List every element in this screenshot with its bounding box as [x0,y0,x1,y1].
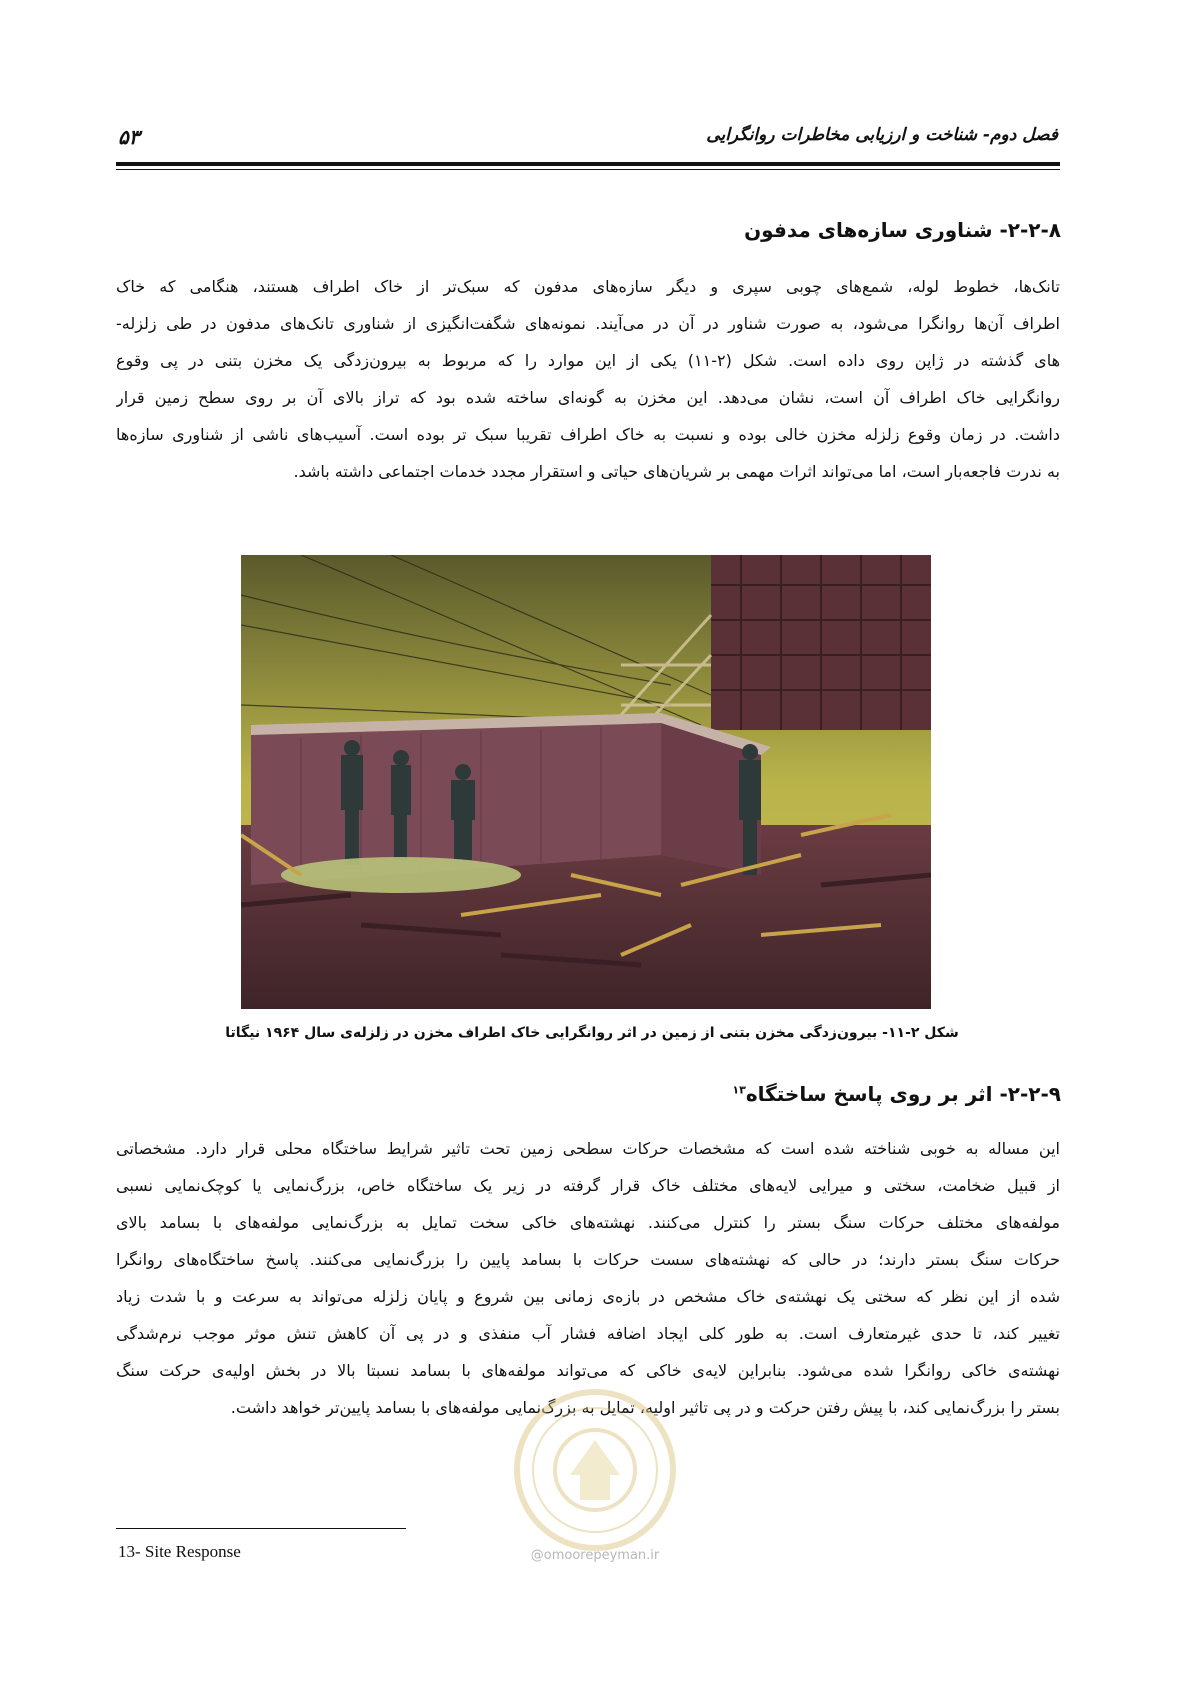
paragraph-line: نهشته‌ی خاکی روانگرا شده می‌شود. بنابراین لایه‌ی خاکی که می‌تواند مولفه‌های با بسامد نسبتا بالا در بخش اولیه‌ی حرکت سنگ [116,1361,1060,1380]
paragraph-line: اطراف آن‌ها روانگرا می‌شود، به صورت شناور در آن در می‌آیند. نمونه‌های شگفت‌انگیزی از شناوری تانک‌های مدفون در طی زلزله- [116,314,1060,333]
paragraph-line: حرکات سنگ بستر دارند؛ در حالی که نهشته‌های سست حرکات با بسامد پایین را بزرگ‌نمایی می‌کنند. پاسخ ساختگاه‌های روانگرا [116,1250,1060,1269]
section-heading-site-response [732,1082,1061,1106]
running-title: فصل دوم- شناخت و ارزیابی مخاطرات روانگرایی [706,125,1058,145]
paragraph-buried-structures [116,268,1060,490]
page-number: ۵۳ [118,125,140,149]
paragraph-line: از قبیل ضخامت، سختی و میرایی لایه‌های مختلف خاک قرار گرفته در زیر یک ساختگاه خاص، بزرگ‌نمایی یا کوچک‌نمایی نسبی [116,1176,1060,1195]
header-rule-thick [116,162,1060,166]
figure-photo-uplifted-tank [241,555,931,1009]
watermark-text: @omoorepeyman.ir [530,1548,660,1563]
watermark-seal-icon [495,1380,695,1560]
figure-caption: شکل ۲-۱۱- بیرون‌زدگی مخزن بتنی از زمین در اثر روانگرایی خاک اطراف مخزن در زلزله‌ی سال ۱۹۶۴ نیگاتا [225,1025,959,1041]
paragraph-line: بستر را بزرگ‌نمایی کند، با پیش رفتن حرکت و در پی تاثیر اولیه، تمایل به بزرگ‌نمایی مولفه‌های با بسامد پایین‌تر خواهد داشت. [230,1398,1060,1417]
footnote: 13- Site Response [118,1542,241,1561]
paragraph-line: تانک‌ها، خطوط لوله، شمع‌های چوبی سپری و دیگر سازه‌های مدفون که سبک‌تر از خاک اطراف هستند، هنگامی که خاک [116,277,1060,296]
section-heading-buried-structures: ۲-۲-۸- شناوری سازه‌های مدفون [744,218,1061,242]
footnote-reference[interactable]: ۱۳ [732,1083,746,1097]
paragraph-line: این مساله به خوبی شناخته شده است که مشخصات حرکات سطحی زمین تحت تاثیر شرایط ساختگاه محلی قرار دارد. مشخصاتی [116,1139,1060,1158]
paragraph-line: مولفه‌های مختلف حرکات سنگ بستر را کنترل می‌کنند. نهشته‌های خاکی سخت تمایل به بزرگ‌نمایی مولفه‌های با بسامد بالای [116,1213,1060,1232]
paragraph-line: های گذشته در ژاپن روی داده است. شکل (۲-۱۱) یکی از این موارد را که مربوط به بیرون‌زدگی یک مخزن بتنی در پی وقوع [116,351,1060,370]
paragraph-line: شده از این نظر که سختی یک نهشته‌ی خاک مشخص در بازه‌ی زمانی بین شروع و پایان زلزله می‌تواند به سرعت و با شدت زیاد [116,1287,1060,1306]
footnote-rule [116,1528,406,1529]
section-heading-text: ۲-۲-۹- اثر بر روی پاسخ ساختگاه [745,1082,1061,1106]
paragraph-line: داشت. در زمان وقوع زلزله مخزن خالی بوده و نسبت به خاک اطراف تقریبا سبک تر بوده است. آسیب‌های ناشی از شناوری سازه‌ها [116,425,1060,444]
paragraph-line: روانگرایی خاک اطراف آن است، نشان می‌دهد. این مخزن به گونه‌ای ساخته شده بود که تراز بالای آن بر روی سطح زمین قرار [116,388,1060,407]
header-rule-thin [116,169,1060,170]
page-header [118,125,1058,155]
tank-photo-illustration [241,555,931,1009]
paragraph-line: تغییر کند، تا حدی غیرمتعارف است. به طور کلی ایجاد اضافه فشار آب منفذی و در پی آن کاهش تنش موثر موجب نرم‌شدگی [116,1324,1060,1343]
paragraph-line: به ندرت فاجعه‌بار است، اما می‌تواند اثرات مهمی بر شریان‌های حیاتی و استقرار مجدد خدمات اجتماعی داشته باشد. [293,462,1060,481]
